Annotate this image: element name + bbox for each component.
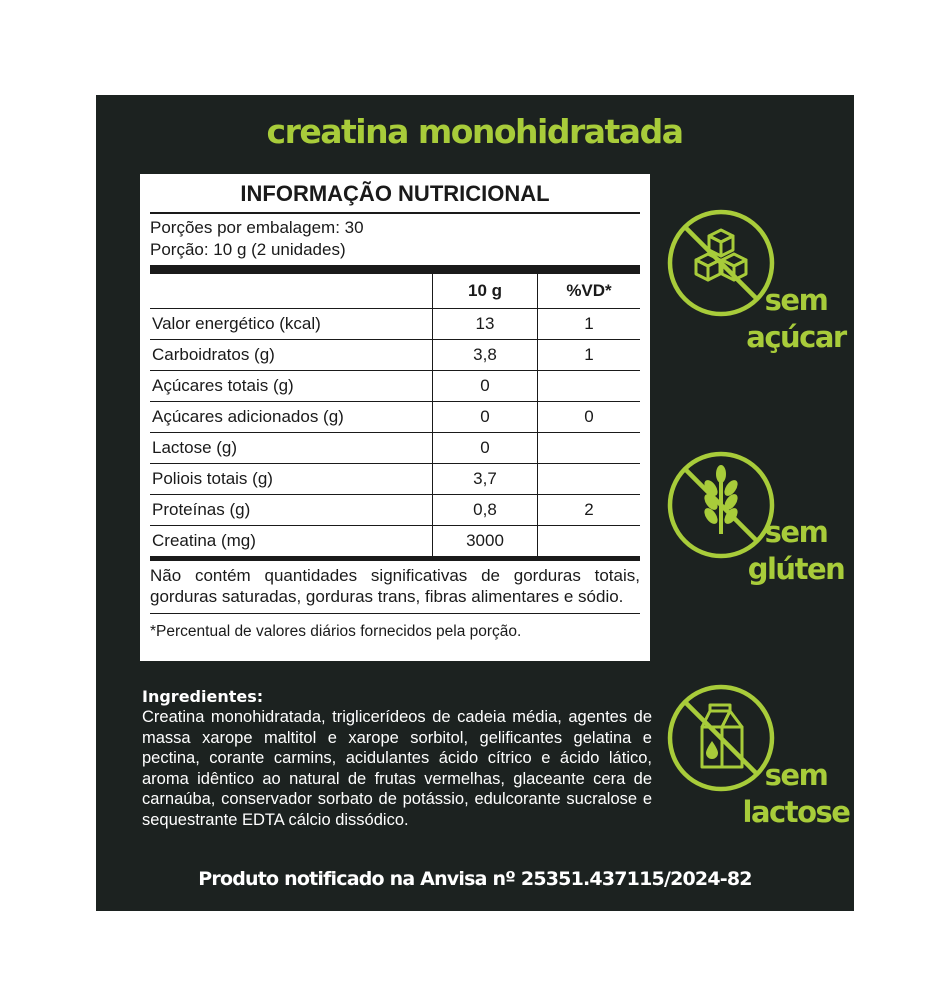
nutrient-amount: 3,8 bbox=[433, 340, 538, 371]
badge-gluten-free bbox=[666, 450, 856, 600]
nutrient-dv bbox=[538, 371, 641, 402]
badge-label bbox=[734, 282, 858, 356]
nutrient-amount: 3,7 bbox=[433, 464, 538, 495]
ingredients-section bbox=[142, 687, 652, 830]
nutrient-dv: 0 bbox=[538, 402, 641, 433]
nutrient-label: Creatina (mg) bbox=[152, 531, 256, 550]
nutrient-amount: 0 bbox=[433, 371, 538, 402]
nutrient-label: Poliois totais (g) bbox=[150, 464, 433, 495]
table-row bbox=[150, 309, 640, 340]
nutrient-amount: 13 bbox=[433, 309, 538, 340]
table-row bbox=[150, 340, 640, 371]
serving-info bbox=[150, 214, 640, 261]
nutrient-label: Valor energético (kcal) bbox=[150, 309, 433, 340]
servings-per-package: Porções por embalagem: 30 bbox=[150, 218, 364, 237]
nutrient-label: Açúcares totais (g) bbox=[150, 371, 433, 402]
badge-sugar-free bbox=[666, 208, 856, 358]
table-row bbox=[150, 526, 640, 557]
ingredients-text: Creatina monohidratada, triglicerídeos de cadeia média, agentes de massa xarope maltitol e xarope sorbitol, gelificantes gelatina e pectina, corante carmins, acidulantes ácido cítrico e ácido lático, aroma idêntico ao natural de frutas vermelhas, glaceante cera de carnaúba, conservador sorbato de potássio, edulcorante sucralose e sequestrante EDTA cálcio dissódico. bbox=[142, 708, 652, 829]
nutrient-amount: 0,8 bbox=[433, 495, 538, 526]
header-dv: %VD* bbox=[538, 274, 641, 309]
badge-line2: glúten bbox=[747, 552, 845, 586]
header-amount: 10 g bbox=[433, 274, 538, 309]
nutrient-dv bbox=[538, 526, 641, 557]
nutrition-facts-table bbox=[140, 174, 650, 661]
badge-lactose-free bbox=[666, 683, 856, 838]
nutrient-label: Carboidratos (g) bbox=[150, 340, 433, 371]
nutrient-dv bbox=[538, 433, 641, 464]
badge-line1: sem bbox=[764, 515, 828, 549]
nutrient-amount: 3000 bbox=[433, 526, 538, 557]
nutrient-label: Lactose (g) bbox=[150, 433, 433, 464]
anvisa-notice: Produto notificado na Anvisa nº 25351.437115/2024-82 bbox=[198, 868, 752, 890]
nutrition-heading: INFORMAÇÃO NUTRICIONAL bbox=[150, 174, 640, 214]
nutrient-dv: 2 bbox=[538, 495, 641, 526]
table-row bbox=[150, 433, 640, 464]
header-blank bbox=[150, 274, 433, 309]
table-header-row bbox=[150, 274, 640, 309]
thick-divider bbox=[150, 265, 640, 274]
nutrient-dv: 1 bbox=[538, 340, 641, 371]
table-row bbox=[150, 402, 640, 433]
nutrient-label: Açúcares adicionados (g) bbox=[150, 402, 433, 433]
badge-line2: lactose bbox=[742, 795, 850, 829]
nutrient-table bbox=[150, 274, 640, 556]
nutrient-dv bbox=[538, 464, 641, 495]
nutrient-dv: 1 bbox=[538, 309, 641, 340]
table-row bbox=[150, 464, 640, 495]
badge-line1: sem bbox=[764, 758, 828, 792]
badge-label bbox=[734, 514, 858, 588]
ingredients-title: Ingredientes: bbox=[142, 687, 264, 706]
badge-line2: açúcar bbox=[746, 320, 846, 354]
badge-label bbox=[734, 757, 858, 831]
table-row bbox=[150, 495, 640, 526]
nutrient-amount: 0 bbox=[433, 433, 538, 464]
nutrient-amount: 0 bbox=[433, 402, 538, 433]
dv-footnote: *Percentual de valores diários fornecidos pela porção. bbox=[150, 613, 640, 642]
product-title: creatina monohidratada bbox=[266, 112, 683, 151]
badge-line1: sem bbox=[764, 283, 828, 317]
serving-size: Porção: 10 g (2 unidades) bbox=[150, 240, 346, 259]
nutrient-label: Proteínas (g) bbox=[150, 495, 433, 526]
table-row bbox=[150, 371, 640, 402]
nutrition-note: Não contém quantidades significativas de gorduras totais, gorduras saturadas, gorduras trans, fibras alimentares e sódio. bbox=[150, 566, 640, 606]
